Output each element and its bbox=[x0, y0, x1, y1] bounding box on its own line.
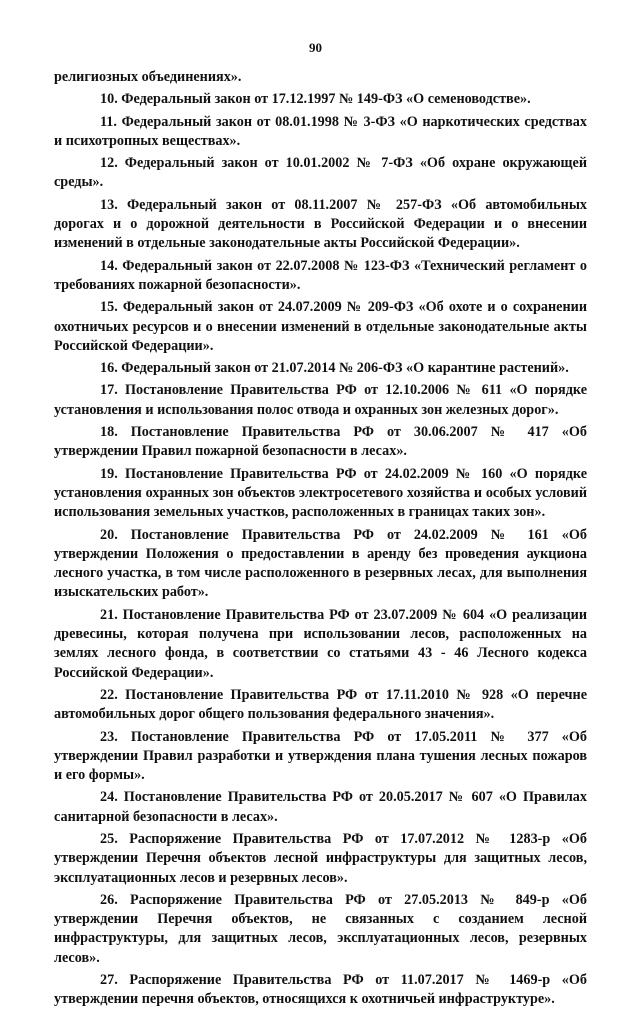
list-item-15: 15. Федеральный закон от 24.07.2009 № 209-ФЗ «Об охоте и о сохранении охотничьих ресурсов и о внесении изменений в отдельные законодательные акты Российской Федерации». bbox=[54, 299, 587, 354]
list-item-14: 14. Федеральный закон от 22.07.2008 № 123-ФЗ «Технический регламент о требованиях пожарной безопасности». bbox=[54, 257, 587, 293]
list-item-19: 19. Постановление Правительства РФ от 24.02.2009 № 160 «О порядке установления охранных зон объектов электросетевого хозяйства и особых условий использования земельных участков, расположенных в границах таких зон». bbox=[54, 465, 587, 521]
list-item-24: 24. Постановление Правительства РФ от 20.05.2017 № 607 «О Правилах санитарной безопасности в лесах». bbox=[54, 789, 587, 825]
list-item-12: 12. Федеральный закон от 10.01.2002 № 7-ФЗ «Об охране окружающей среды». bbox=[54, 155, 587, 191]
page-number: 90 bbox=[309, 40, 322, 55]
list-item-11: 11. Федеральный закон от 08.01.1998 № 3-ФЗ «О наркотических средствах и психотропных веществах». bbox=[54, 113, 587, 149]
list-item-20: 20. Постановление Правительства РФ от 24.02.2009 № 161 «Об утверждении Положения о предоставлении в аренду без проведения аукциона лесного участка, в том числе расположенного в резервных лесах, для выполнения изыскательских работ». bbox=[54, 526, 587, 601]
list-item-21: 21. Постановление Правительства РФ от 23.07.2009 № 604 «О реализации древесины, которая получена при использовании лесов, расположенных на землях лесного фонда, в соответствии со статьями 43 - 46 Лесного кодекса Российской Федерации». bbox=[54, 606, 587, 681]
list-item-18: 18. Постановление Правительства РФ от 30.06.2007 № 417 «Об утверждении Правил пожарной безопасности в лесах». bbox=[54, 424, 587, 460]
list-item-16: 16. Федеральный закон от 21.07.2014 № 206-ФЗ «О карантине растений». bbox=[100, 360, 569, 377]
document-body bbox=[54, 68, 587, 1013]
list-item-26: 26. Распоряжение Правительства РФ от 27.05.2013 № 849-р «Об утверждении Перечня объектов, не связанных с созданием лесной инфраструктуры, для защитных лесов, эксплуатационных лесов, резервных лесов». bbox=[54, 891, 587, 966]
list-item-27: 27. Распоряжение Правительства РФ от 11.07.2017 № 1469-р «Об утверждении перечня объектов, относящихся к охотничьей инфраструктуре». bbox=[54, 972, 587, 1008]
list-item-10: 10. Федеральный закон от 17.12.1997 № 149-ФЗ «О семеноводстве». bbox=[100, 91, 531, 108]
list-item-25: 25. Распоряжение Правительства РФ от 17.07.2012 № 1283-р «Об утверждении Перечня объектов лесной инфраструктуры для защитных лесов, эксплуатационных лесов и резервных лесов». bbox=[54, 830, 587, 886]
list-item-17: 17. Постановление Правительства РФ от 12.10.2006 № 611 «О порядке установления и использования полос отвода и охранных зон железных дорог». bbox=[54, 382, 587, 418]
list-item-continuation: религиозных объединениях». bbox=[54, 69, 242, 85]
list-item-22: 22. Постановление Правительства РФ от 17.11.2010 № 928 «О перечне автомобильных дорог общего пользования федерального значения». bbox=[54, 686, 587, 723]
list-item-13: 13. Федеральный закон от 08.11.2007 № 257-ФЗ «Об автомобильных дорогах и о дорожной деятельности в Российской Федерации и о внесении изменений в отдельные законодательные акты Российской Федерации». bbox=[54, 196, 587, 252]
list-item-23: 23. Постановление Правительства РФ от 17.05.2011 № 377 «Об утверждении Правил разработки и утверждения плана тушения лесных пожаров и его формы». bbox=[54, 728, 587, 784]
